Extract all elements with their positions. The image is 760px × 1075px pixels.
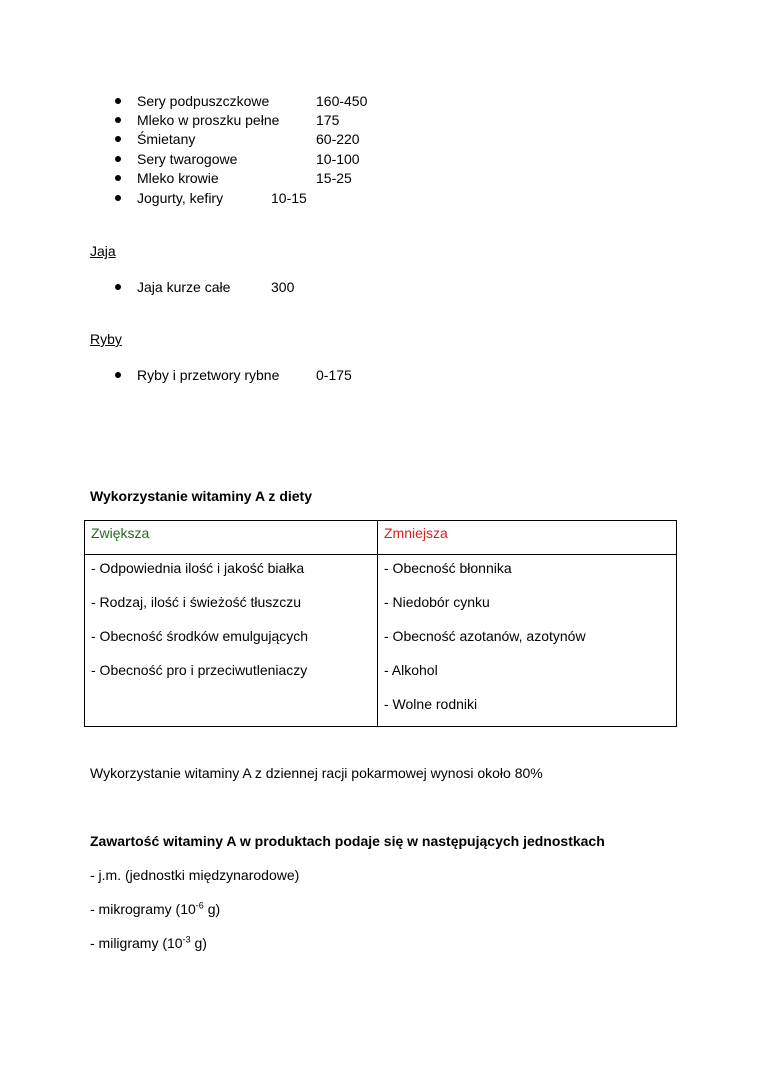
bullet-icon — [115, 372, 121, 378]
list-item-name: Sery podpuszczkowe — [137, 93, 270, 109]
usage-heading: Wykorzystanie witaminy A z diety — [90, 488, 312, 504]
list-item-name: Mleko krowie — [137, 170, 219, 186]
decrease-item: - Obecność azotanów, azotynów — [384, 628, 586, 644]
list-item-value: 60-220 — [316, 131, 360, 147]
unit-suffix: g) — [190, 935, 207, 951]
increase-header: Zwiększa — [85, 521, 378, 555]
decrease-item: - Alkohol — [384, 662, 438, 678]
unit-text: - miligramy (10 — [90, 935, 183, 951]
bullet-icon — [115, 136, 121, 142]
bullet-icon — [115, 98, 121, 104]
list-item-name: Sery twarogowe — [137, 151, 238, 167]
increase-item: - Odpowiednia ilość i jakość białka — [91, 560, 305, 576]
decrease-item: - Obecność błonnika — [384, 560, 512, 576]
unit-text: - j.m. (jednostki międzynarodowe) — [90, 867, 300, 883]
unit-item — [90, 900, 220, 918]
units-heading: Zawartość witaminy A w produktach podaje się w następujących jednostkach — [90, 833, 605, 849]
list-item-name: Jaja kurze całe — [137, 279, 231, 295]
list-item-value: 175 — [316, 112, 340, 128]
list-item-value: 10-100 — [316, 151, 360, 167]
unit-exponent: -6 — [195, 900, 204, 911]
list-item-value: 0-175 — [316, 367, 352, 383]
eggs-heading: Jaja — [90, 243, 116, 259]
list-item-value: 160-450 — [316, 93, 368, 109]
list-item-name: Śmietany — [137, 131, 196, 147]
table-header-row — [85, 521, 677, 555]
list-item-value: 15-25 — [316, 170, 352, 186]
list-item-name: Jogurty, kefiry — [137, 190, 224, 206]
list-item-name: Ryby i przetwory rybne — [137, 367, 280, 383]
unit-text: - mikrogramy (10 — [90, 901, 196, 917]
bullet-icon — [115, 195, 121, 201]
bullet-icon — [115, 156, 121, 162]
bullet-icon — [115, 175, 121, 181]
increase-item: - Obecność środków emulgujących — [91, 628, 309, 644]
decrease-header: Zmniejsza — [378, 521, 677, 555]
list-item-value: 10-15 — [271, 190, 307, 206]
unit-exponent: -3 — [182, 934, 191, 945]
fish-heading: Ryby — [90, 331, 122, 347]
decrease-item: - Niedobór cynku — [384, 594, 490, 610]
usage-summary: Wykorzystanie witaminy A z dziennej racji pokarmowej wynosi około 80% — [90, 765, 543, 781]
list-item-name: Mleko w proszku pełne — [137, 112, 280, 128]
decrease-cell — [378, 555, 677, 727]
bullet-icon — [115, 117, 121, 123]
usage-table — [84, 520, 677, 727]
increase-cell — [85, 555, 378, 727]
increase-item: - Rodzaj, ilość i świeżość tłuszczu — [91, 594, 302, 610]
list-item-value: 300 — [271, 279, 295, 295]
decrease-item: - Wolne rodniki — [384, 696, 478, 712]
bullet-icon — [115, 284, 121, 290]
unit-item — [90, 866, 299, 884]
unit-item — [90, 934, 207, 952]
unit-suffix: g) — [203, 901, 221, 917]
table-row — [85, 555, 677, 727]
increase-item: - Obecność pro i przeciwutleniaczy — [91, 662, 308, 678]
